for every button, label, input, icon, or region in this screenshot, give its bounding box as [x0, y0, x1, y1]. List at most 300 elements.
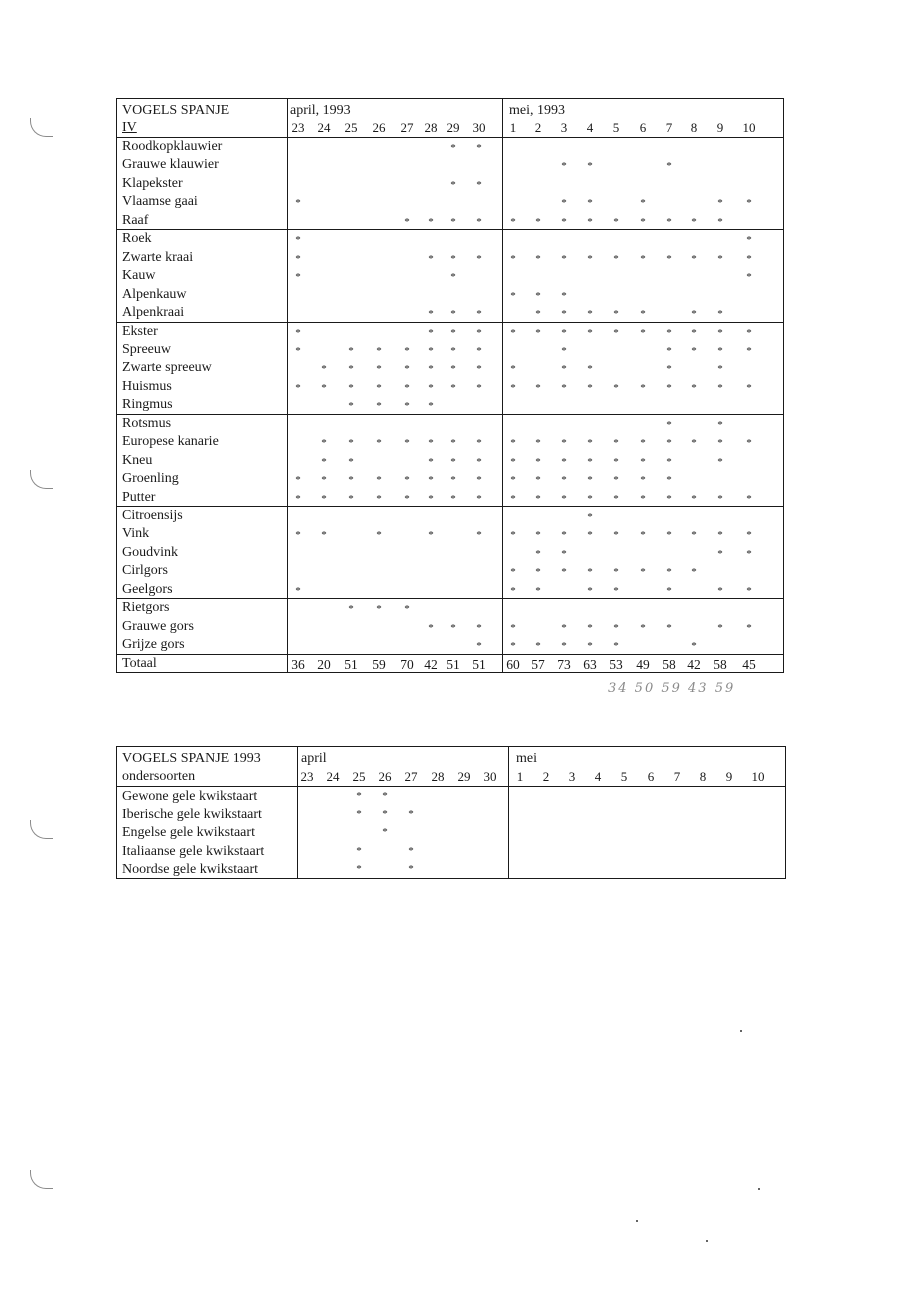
observation-mark: *	[561, 640, 567, 653]
species-name: Groenling	[122, 471, 179, 487]
group-divider	[117, 322, 783, 323]
species-name: Vlaamse gaai	[122, 194, 198, 210]
observation-mark: *	[510, 252, 516, 265]
observation-mark: *	[450, 326, 456, 339]
observation-mark: *	[746, 197, 752, 210]
observation-mark: *	[691, 566, 697, 579]
april-total: 36	[291, 656, 305, 672]
observation-mark: *	[561, 455, 567, 468]
observation-mark: *	[746, 326, 752, 339]
mei-total: 57	[531, 656, 545, 672]
observation-mark: *	[613, 455, 619, 468]
day-number: 30	[483, 769, 497, 784]
day-number: 8	[699, 769, 707, 784]
day-number: 28	[424, 120, 438, 135]
observation-mark: *	[640, 197, 646, 210]
observation-mark: *	[587, 197, 593, 210]
observation-mark: *	[717, 215, 723, 228]
day-number: 26	[378, 769, 392, 784]
observation-mark: *	[613, 308, 619, 321]
observation-mark: *	[613, 437, 619, 450]
observation-mark: *	[535, 437, 541, 450]
observation-mark: *	[382, 790, 388, 802]
observation-mark: *	[376, 381, 382, 394]
observation-mark: *	[561, 326, 567, 339]
observation-mark: *	[640, 215, 646, 228]
observation-mark: *	[561, 437, 567, 450]
handwritten-note: 34 50 59 43 59	[608, 681, 736, 696]
observation-mark: *	[450, 178, 456, 191]
observation-mark: *	[450, 474, 456, 487]
observation-mark: *	[476, 252, 482, 265]
observation-mark: *	[476, 621, 482, 634]
group-divider	[117, 229, 783, 230]
observation-mark: *	[613, 640, 619, 653]
column-divider	[287, 99, 288, 672]
species-name: Cirlgors	[122, 563, 168, 579]
observation-mark: *	[640, 621, 646, 634]
day-number: 10	[751, 769, 765, 784]
day-number: 2	[542, 769, 550, 784]
observation-mark: *	[428, 474, 434, 487]
observation-mark: *	[746, 437, 752, 450]
hole-punch-mark	[30, 820, 53, 839]
species-name: Roodkopklauwier	[122, 139, 223, 154]
observation-mark: *	[348, 381, 354, 394]
subspecies-name: Engelse gele kwikstaart	[122, 825, 255, 841]
observation-mark: *	[587, 455, 593, 468]
observation-mark: *	[408, 862, 414, 875]
observation-mark: *	[561, 289, 567, 302]
observation-mark: *	[450, 621, 456, 634]
observation-mark: *	[295, 474, 301, 487]
observation-mark: *	[348, 492, 354, 505]
observation-mark: *	[450, 271, 456, 284]
observation-mark: *	[691, 437, 697, 450]
mei-month-header: mei, 1993	[509, 103, 565, 118]
observation-mark: *	[510, 640, 516, 653]
species-name: Rietgors	[122, 600, 170, 616]
column-divider	[297, 747, 298, 878]
observation-mark: *	[640, 492, 646, 505]
observation-mark: *	[613, 215, 619, 228]
dust-speck	[758, 1188, 760, 1190]
mei-total: 49	[636, 656, 650, 672]
observation-mark: *	[348, 474, 354, 487]
day-number: 9	[725, 769, 733, 784]
observation-mark: *	[348, 603, 354, 616]
observation-mark: *	[717, 437, 723, 450]
species-name: Grauwe gors	[122, 618, 194, 634]
observation-mark: *	[587, 529, 593, 542]
observation-mark: *	[561, 344, 567, 357]
mei-total: 63	[583, 656, 597, 672]
observation-mark: *	[295, 529, 301, 542]
day-number: 25	[352, 769, 366, 784]
observation-mark: *	[321, 474, 327, 487]
observation-mark: *	[428, 621, 434, 634]
observation-mark: *	[321, 381, 327, 394]
total-divider	[117, 654, 783, 655]
mei-total: 58	[662, 656, 676, 672]
subspecies-name: Iberische gele kwikstaart	[122, 807, 262, 823]
observation-mark: *	[510, 474, 516, 487]
observation-mark: *	[717, 326, 723, 339]
observation-mark: *	[428, 492, 434, 505]
observation-mark: *	[295, 492, 301, 505]
observation-mark: *	[428, 326, 434, 339]
observation-mark: *	[510, 326, 516, 339]
observation-mark: *	[535, 547, 541, 560]
observation-mark: *	[717, 584, 723, 597]
column-divider	[508, 747, 509, 878]
observation-mark: *	[510, 566, 516, 579]
observation-mark: *	[295, 344, 301, 357]
observation-mark: *	[321, 529, 327, 542]
observation-mark: *	[428, 344, 434, 357]
april-month-header: april, 1993	[290, 103, 351, 118]
day-number: 5	[620, 769, 628, 784]
table-subtitle: IV	[122, 120, 137, 135]
observation-mark: *	[428, 363, 434, 376]
observation-mark: *	[640, 308, 646, 321]
observation-mark: *	[510, 529, 516, 542]
observation-mark: *	[428, 308, 434, 321]
observation-mark: *	[510, 621, 516, 634]
observation-mark: *	[561, 363, 567, 376]
observation-mark: *	[717, 455, 723, 468]
observation-mark: *	[717, 344, 723, 357]
observation-mark: *	[510, 437, 516, 450]
observation-mark: *	[404, 492, 410, 505]
observation-mark: *	[587, 511, 593, 523]
group-divider	[117, 598, 783, 599]
day-number: 4	[594, 769, 602, 784]
observation-mark: *	[404, 381, 410, 394]
observation-mark: *	[717, 418, 723, 431]
day-number: 30	[472, 120, 486, 135]
subspecies-name: Italiaanse gele kwikstaart	[122, 843, 265, 859]
observation-mark: *	[587, 363, 593, 376]
observation-mark: *	[476, 215, 482, 228]
observation-mark: *	[356, 808, 362, 821]
observation-mark: *	[404, 474, 410, 487]
observation-mark: *	[321, 437, 327, 450]
observation-mark: *	[613, 326, 619, 339]
observation-mark: *	[746, 381, 752, 394]
observation-mark: *	[428, 215, 434, 228]
table-subtitle: ondersoorten	[122, 769, 196, 784]
species-name: Alpenkauw	[122, 286, 187, 302]
observation-mark: *	[535, 455, 541, 468]
observation-mark: *	[476, 492, 482, 505]
day-number: 8	[690, 120, 698, 135]
header-divider	[117, 786, 785, 787]
observation-mark: *	[535, 289, 541, 302]
observation-mark: *	[348, 437, 354, 450]
observation-mark: *	[666, 529, 672, 542]
april-total: 59	[372, 656, 386, 672]
observation-mark: *	[535, 215, 541, 228]
observation-mark: *	[535, 584, 541, 597]
observation-mark: *	[613, 621, 619, 634]
observation-mark: *	[691, 252, 697, 265]
subspecies-name: Gewone gele kwikstaart	[122, 789, 258, 804]
observation-mark: *	[666, 344, 672, 357]
observation-mark: *	[295, 271, 301, 284]
observation-mark: *	[535, 326, 541, 339]
observation-mark: *	[746, 547, 752, 560]
observation-mark: *	[450, 344, 456, 357]
day-number: 23	[291, 120, 305, 135]
observation-mark: *	[376, 344, 382, 357]
observation-mark: *	[691, 492, 697, 505]
observation-mark: *	[428, 252, 434, 265]
species-name: Ringmus	[122, 397, 173, 413]
observation-mark: *	[561, 215, 567, 228]
observation-mark: *	[428, 381, 434, 394]
observation-mark: *	[613, 381, 619, 394]
observation-mark: *	[717, 363, 723, 376]
observation-mark: *	[510, 381, 516, 394]
observation-mark: *	[510, 584, 516, 597]
day-number: 25	[344, 120, 358, 135]
species-name: Huismus	[122, 378, 172, 394]
observation-mark: *	[376, 474, 382, 487]
species-name: Zwarte kraai	[122, 249, 194, 265]
species-name: Grijze gors	[122, 637, 185, 653]
mei-total: 45	[742, 656, 756, 672]
mei-total: 60	[506, 656, 520, 672]
species-name: Grauwe klauwier	[122, 157, 219, 173]
observation-mark: *	[561, 197, 567, 210]
observation-mark: *	[295, 381, 301, 394]
observation-mark: *	[717, 547, 723, 560]
day-number: 23	[300, 769, 314, 784]
mei-total: 53	[609, 656, 623, 672]
observation-mark: *	[666, 566, 672, 579]
day-number: 9	[716, 120, 724, 135]
observation-mark: *	[691, 344, 697, 357]
observation-mark: *	[382, 808, 388, 821]
observation-mark: *	[535, 381, 541, 394]
observation-mark: *	[535, 492, 541, 505]
observation-mark: *	[321, 455, 327, 468]
observation-mark: *	[613, 474, 619, 487]
observation-mark: *	[476, 455, 482, 468]
hole-punch-mark	[30, 118, 53, 137]
day-number: 26	[372, 120, 386, 135]
observation-mark: *	[476, 308, 482, 321]
observation-mark: *	[717, 621, 723, 634]
observation-mark: *	[666, 621, 672, 634]
observation-mark: *	[666, 474, 672, 487]
day-number: 3	[568, 769, 576, 784]
observation-mark: *	[321, 492, 327, 505]
observation-mark: *	[746, 621, 752, 634]
observation-mark: *	[535, 529, 541, 542]
observation-mark: *	[640, 474, 646, 487]
observation-mark: *	[640, 437, 646, 450]
april-total: 51	[446, 656, 460, 672]
observation-mark: *	[561, 381, 567, 394]
group-divider	[117, 414, 783, 415]
day-number: 24	[326, 769, 340, 784]
observation-mark: *	[450, 308, 456, 321]
observation-mark: *	[717, 492, 723, 505]
mei-total: 58	[713, 656, 727, 672]
observation-mark: *	[717, 308, 723, 321]
observation-mark: *	[587, 474, 593, 487]
observation-mark: *	[691, 215, 697, 228]
observation-mark: *	[408, 808, 414, 821]
observation-mark: *	[450, 363, 456, 376]
observation-mark: *	[666, 418, 672, 431]
observation-mark: *	[613, 584, 619, 597]
observation-mark: *	[348, 363, 354, 376]
observation-mark: *	[587, 381, 593, 394]
observation-mark: *	[666, 381, 672, 394]
observation-mark: *	[666, 326, 672, 339]
observation-mark: *	[746, 252, 752, 265]
observation-mark: *	[295, 197, 301, 210]
observation-mark: *	[348, 344, 354, 357]
observation-mark: *	[348, 400, 354, 413]
mei-total: 42	[687, 656, 701, 672]
observation-mark: *	[450, 437, 456, 450]
observation-mark: *	[717, 529, 723, 542]
observation-mark: *	[587, 252, 593, 265]
subspecies-table	[116, 746, 786, 879]
species-name: Kneu	[122, 452, 153, 468]
observation-mark: *	[717, 197, 723, 210]
group-divider	[117, 506, 783, 507]
observation-mark: *	[691, 381, 697, 394]
day-number: 1	[509, 120, 517, 135]
observation-mark: *	[717, 381, 723, 394]
species-name: Rotsmus	[122, 415, 172, 431]
observation-mark: *	[666, 455, 672, 468]
species-name: Putter	[122, 489, 156, 505]
observation-mark: *	[476, 344, 482, 357]
dust-speck	[740, 1030, 742, 1032]
total-label: Totaal	[122, 656, 157, 671]
day-number: 7	[673, 769, 681, 784]
day-number: 2	[534, 120, 542, 135]
observation-mark: *	[450, 381, 456, 394]
table-title: VOGELS SPANJE	[122, 103, 230, 118]
species-name: Ekster	[122, 323, 158, 339]
observation-mark: *	[746, 344, 752, 357]
observation-mark: *	[587, 215, 593, 228]
observation-mark: *	[295, 584, 301, 597]
observation-mark: *	[587, 621, 593, 634]
day-number: 5	[612, 120, 620, 135]
species-name: Goudvink	[122, 544, 178, 560]
day-number: 24	[317, 120, 331, 135]
observation-mark: *	[666, 492, 672, 505]
column-divider	[502, 99, 503, 672]
observation-mark: *	[535, 640, 541, 653]
observation-mark: *	[640, 529, 646, 542]
observation-mark: *	[428, 529, 434, 542]
observation-mark: *	[587, 492, 593, 505]
day-number: 27	[400, 120, 414, 135]
observation-mark: *	[356, 844, 362, 857]
observation-mark: *	[613, 566, 619, 579]
observation-mark: *	[613, 529, 619, 542]
observation-mark: *	[376, 437, 382, 450]
observation-mark: *	[476, 326, 482, 339]
observation-mark: *	[348, 455, 354, 468]
day-number: 6	[647, 769, 655, 784]
observation-mark: *	[376, 603, 382, 616]
species-name: Klapekster	[122, 175, 183, 191]
observation-mark: *	[561, 566, 567, 579]
observation-mark: *	[404, 400, 410, 413]
observation-mark: *	[510, 455, 516, 468]
observation-mark: *	[613, 492, 619, 505]
observation-mark: *	[450, 142, 456, 154]
observation-mark: *	[717, 252, 723, 265]
observation-mark: *	[640, 566, 646, 579]
observation-mark: *	[666, 215, 672, 228]
april-total: 42	[424, 656, 438, 672]
observation-mark: *	[450, 492, 456, 505]
observation-mark: *	[476, 437, 482, 450]
observation-mark: *	[640, 455, 646, 468]
observation-mark: *	[428, 437, 434, 450]
observation-mark: *	[640, 381, 646, 394]
observation-mark: *	[295, 252, 301, 265]
observation-mark: *	[404, 363, 410, 376]
observation-mark: *	[321, 363, 327, 376]
observation-mark: *	[691, 308, 697, 321]
day-number: 27	[404, 769, 418, 784]
observation-mark: *	[666, 437, 672, 450]
day-number: 7	[665, 120, 673, 135]
species-name: Geelgors	[122, 581, 173, 597]
mei-total: 73	[557, 656, 571, 672]
observation-mark: *	[746, 271, 752, 284]
observation-mark: *	[535, 252, 541, 265]
observation-mark: *	[666, 584, 672, 597]
species-name: Spreeuw	[122, 341, 171, 357]
observation-mark: *	[428, 455, 434, 468]
observation-mark: *	[408, 844, 414, 857]
species-name: Raaf	[122, 212, 149, 228]
observation-mark: *	[587, 308, 593, 321]
observation-mark: *	[476, 363, 482, 376]
observation-mark: *	[561, 529, 567, 542]
observation-mark: *	[666, 252, 672, 265]
observation-mark: *	[691, 529, 697, 542]
observation-mark: *	[640, 252, 646, 265]
observation-mark: *	[510, 363, 516, 376]
dust-speck	[636, 1220, 638, 1222]
observation-mark: *	[428, 400, 434, 413]
april-month-header: april	[301, 751, 327, 766]
observation-mark: *	[746, 584, 752, 597]
observation-mark: *	[561, 547, 567, 560]
observation-mark: *	[476, 142, 482, 154]
hole-punch-mark	[30, 470, 53, 489]
observation-mark: *	[587, 584, 593, 597]
observation-mark: *	[404, 215, 410, 228]
april-total: 51	[344, 656, 358, 672]
observation-mark: *	[476, 381, 482, 394]
mei-month-header: mei	[516, 751, 537, 766]
